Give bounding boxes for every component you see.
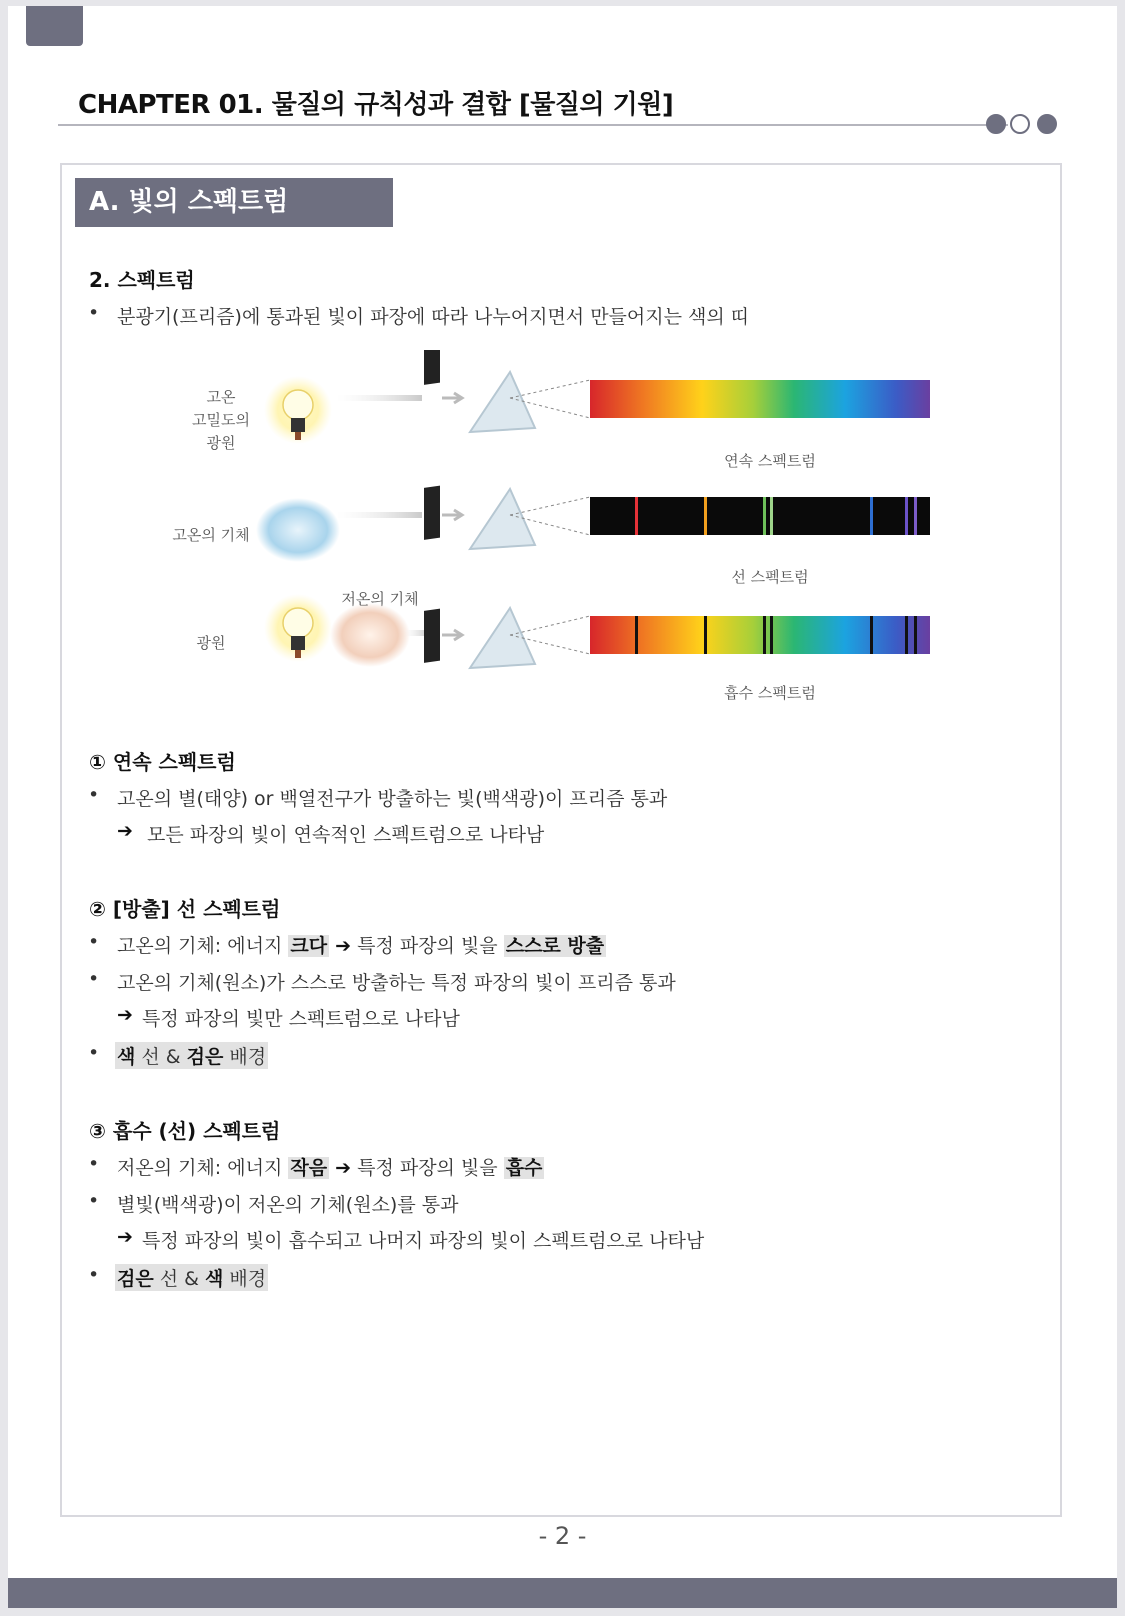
emission-b1-highlight-2: 스스로 방출	[505, 935, 605, 957]
row3-cloud-label: 저온의 기체	[341, 590, 419, 608]
chapter-rule	[58, 124, 1008, 126]
absorption-spectrum-bar	[590, 616, 930, 654]
bullet-dot: •	[88, 302, 100, 324]
emission-b1-mid: 특정 파장의 빛을	[351, 935, 504, 957]
absorption-bullet-1	[117, 1153, 544, 1180]
row3-spectrum-label: 흡수 스펙트럼	[724, 684, 816, 702]
lightbulb-icon	[283, 390, 313, 420]
row3-source-label: 광원	[196, 634, 226, 652]
prism-icon	[470, 489, 535, 549]
arrow-icon: ➔	[117, 1004, 133, 1026]
absorption-bullet-2: 별빛(백색광)이 저온의 기체(원소)를 통과	[117, 1194, 459, 1216]
emission-b1-highlight: 크다	[290, 935, 328, 957]
absorption-b3-b: 선 &	[153, 1268, 206, 1290]
emission-b3-a: 색	[117, 1046, 136, 1068]
continuous-spectrum-bar	[590, 380, 930, 418]
bullet-dot: •	[88, 784, 100, 806]
emission-row	[256, 486, 930, 562]
arrow-icon: ➔	[117, 820, 133, 842]
row1-source-line-3: 광원	[206, 434, 236, 452]
absorption-title: ③ 흡수 (선) 스펙트럼	[89, 1119, 281, 1143]
absorption-b3-a: 검은	[117, 1268, 154, 1290]
arrow-icon: ➔	[335, 1157, 352, 1179]
header-dot-2	[1010, 114, 1030, 134]
bullet-dot: •	[88, 1190, 100, 1212]
header-dot-1	[986, 114, 1006, 134]
row2-spectrum-label: 선 스펙트럼	[731, 568, 809, 586]
emission-b1-text: 고온의 기체: 에너지	[117, 935, 289, 957]
continuous-result: 모든 파장의 빛이 연속적인 스펙트럼으로 나타남	[147, 824, 545, 846]
cold-gas-cloud-icon	[330, 603, 410, 667]
row2-source-label: 고온의 기체	[172, 526, 250, 544]
row1-source-label	[186, 386, 256, 455]
page-tab	[26, 6, 83, 46]
emission-title: ② [방출] 선 스펙트럼	[89, 897, 281, 921]
emission-b3-b: 선 &	[135, 1046, 187, 1068]
line-spectrum-bar	[590, 497, 930, 535]
absorption-b1-highlight: 작음	[290, 1157, 328, 1179]
row1-source-line-2: 고밀도의	[192, 411, 250, 429]
bullet-dot: •	[88, 1264, 100, 1286]
absorption-b3-c: 색	[205, 1268, 224, 1290]
chapter-title: CHAPTER 01. 물질의 규칙성과 결합 [물질의 기원]	[78, 90, 674, 120]
slit-icon	[424, 350, 440, 385]
emission-bullet-1	[117, 931, 606, 958]
continuous-bullet-1: 고온의 별(태양) or 백열전구가 방출하는 빛(백색광)이 프리즘 통과	[117, 788, 668, 810]
continuous-row	[264, 350, 930, 444]
header-dot-3	[1037, 114, 1057, 134]
absorption-b3-d: 배경	[223, 1268, 267, 1290]
absorption-bullet-3	[115, 1264, 268, 1291]
absorption-result: 특정 파장의 빛이 흡수되고 나머지 파장의 빛이 스펙트럼으로 나타남	[142, 1230, 705, 1252]
spectrum-definition: 분광기(프리즘)에 통과된 빛이 파장에 따라 나누어지면서 만들어지는 색의 띠	[117, 306, 750, 328]
row1-source-line-1: 고온	[206, 388, 236, 406]
slit-icon	[424, 486, 440, 540]
bullet-dot: •	[88, 931, 100, 953]
bullet-dot: •	[88, 1153, 100, 1175]
absorption-b1-highlight-2: 흡수	[505, 1157, 543, 1179]
row1-spectrum-label: 연속 스펙트럼	[724, 452, 816, 470]
prism-icon	[470, 608, 535, 668]
absorption-b1-text: 저온의 기체: 에너지	[117, 1157, 289, 1179]
spectrum-diagram	[160, 350, 970, 710]
emission-bullet-3	[115, 1042, 268, 1069]
emission-b3-c: 검은	[186, 1046, 224, 1068]
bottom-bar	[8, 1578, 1117, 1608]
absorption-b1-mid: 특정 파장의 빛을	[351, 1157, 504, 1179]
prism-icon	[470, 372, 535, 432]
hot-gas-cloud-icon	[256, 498, 340, 562]
emission-b3-d: 배경	[223, 1046, 267, 1068]
lightbulb-icon	[283, 608, 313, 638]
subsection-title: 2. 스펙트럼	[89, 268, 195, 292]
section-title: A. 빛의 스펙트럼	[75, 178, 393, 227]
arrow-icon: ➔	[117, 1226, 133, 1248]
bullet-dot: •	[88, 968, 100, 990]
emission-bullet-2: 고온의 기체(원소)가 스스로 방출하는 특정 파장의 빛이 프리즘 통과	[117, 972, 676, 994]
slit-icon	[424, 609, 440, 663]
arrow-icon: ➔	[335, 935, 352, 957]
emission-result: 특정 파장의 빛만 스펙트럼으로 나타남	[142, 1008, 460, 1030]
continuous-title: ① 연속 스펙트럼	[89, 750, 236, 774]
page-number: - 2 -	[538, 1522, 587, 1550]
bullet-dot: •	[88, 1042, 100, 1064]
